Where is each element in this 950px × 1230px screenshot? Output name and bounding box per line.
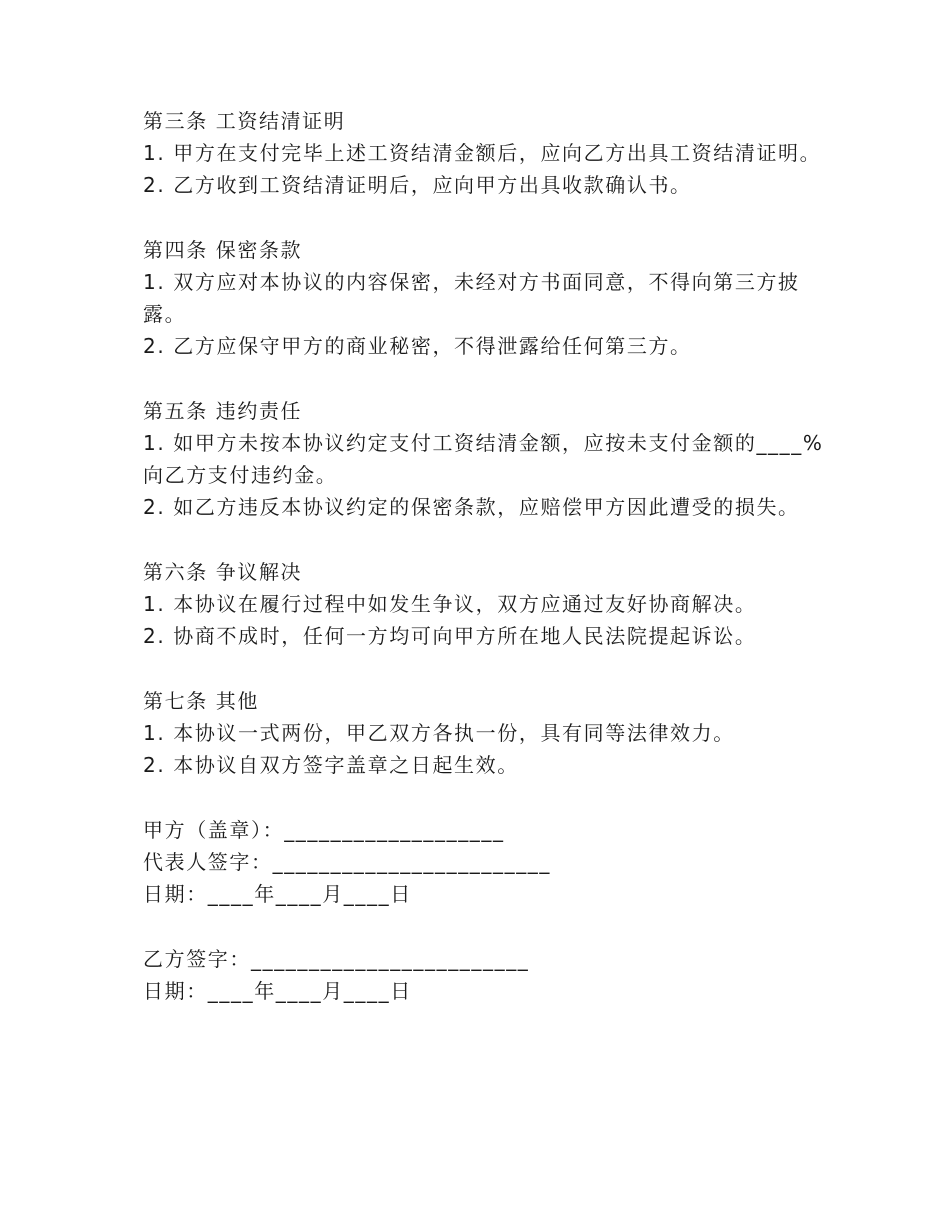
representative-signature-field[interactable]: 代表人签字：________________________: [143, 850, 551, 874]
clause-item: 2. 本协议自双方签字盖章之日起生效。: [143, 753, 519, 777]
party-b-date-field[interactable]: 日期：____年____月____日: [143, 979, 412, 1003]
section-title: 第六条 争议解决: [143, 560, 303, 584]
clause-item-continuation: 露。: [143, 302, 187, 326]
section-article-3: [143, 105, 843, 201]
clause-item: 1. 双方应对本协议的内容保密，未经对方书面同意，不得向第三方披: [143, 270, 800, 294]
clause-item: 2. 乙方收到工资结清证明后，应向甲方出具收款确认书。: [143, 173, 692, 197]
clause-item: 2. 如乙方违反本协议约定的保密条款，应赔偿甲方因此遭受的损失。: [143, 495, 800, 519]
section-spacer: [143, 362, 843, 395]
clause-item: 2. 乙方应保守甲方的商业秘密，不得泄露给任何第三方。: [143, 334, 692, 358]
party-a-seal-field[interactable]: 甲方（盖章）：___________________: [143, 818, 505, 842]
section-article-6: [143, 556, 843, 652]
clause-item: 1. 本协议一式两份，甲乙双方各执一份，具有同等法律效力。: [143, 721, 735, 745]
party-a-date-field[interactable]: 日期：____年____月____日: [143, 882, 412, 906]
clause-item: 2. 协商不成时，任何一方均可向甲方所在地人民法院提起诉讼。: [143, 624, 757, 648]
clause-item-continuation: 向乙方支付违约金。: [143, 463, 338, 487]
section-article-5: [143, 395, 843, 523]
clause-item: 1. 本协议在履行过程中如发生争议，双方应通过友好协商解决。: [143, 592, 757, 616]
clause-item: 1. 甲方在支付完毕上述工资结清金额后，应向乙方出具工资结清证明。: [143, 141, 822, 165]
party-b-signature-block: [143, 943, 843, 1007]
section-title: 第五条 违约责任: [143, 399, 303, 423]
section-spacer: [143, 652, 843, 685]
section-spacer: [143, 201, 843, 234]
section-spacer: [143, 910, 843, 943]
clause-item: 1. 如甲方未按本协议约定支付工资结清金额，应按未支付金额的____%: [143, 431, 824, 455]
party-b-signature-field[interactable]: 乙方签字：________________________: [143, 947, 530, 971]
party-a-signature-block: [143, 814, 843, 910]
section-title: 第四条 保密条款: [143, 238, 303, 262]
section-spacer: [143, 523, 843, 556]
section-title: 第七条 其他: [143, 689, 259, 713]
section-spacer: [143, 781, 843, 814]
section-article-4: [143, 234, 843, 362]
document-body: [143, 105, 843, 1007]
section-article-7: [143, 685, 843, 781]
section-title: 第三条 工资结清证明: [143, 109, 346, 133]
